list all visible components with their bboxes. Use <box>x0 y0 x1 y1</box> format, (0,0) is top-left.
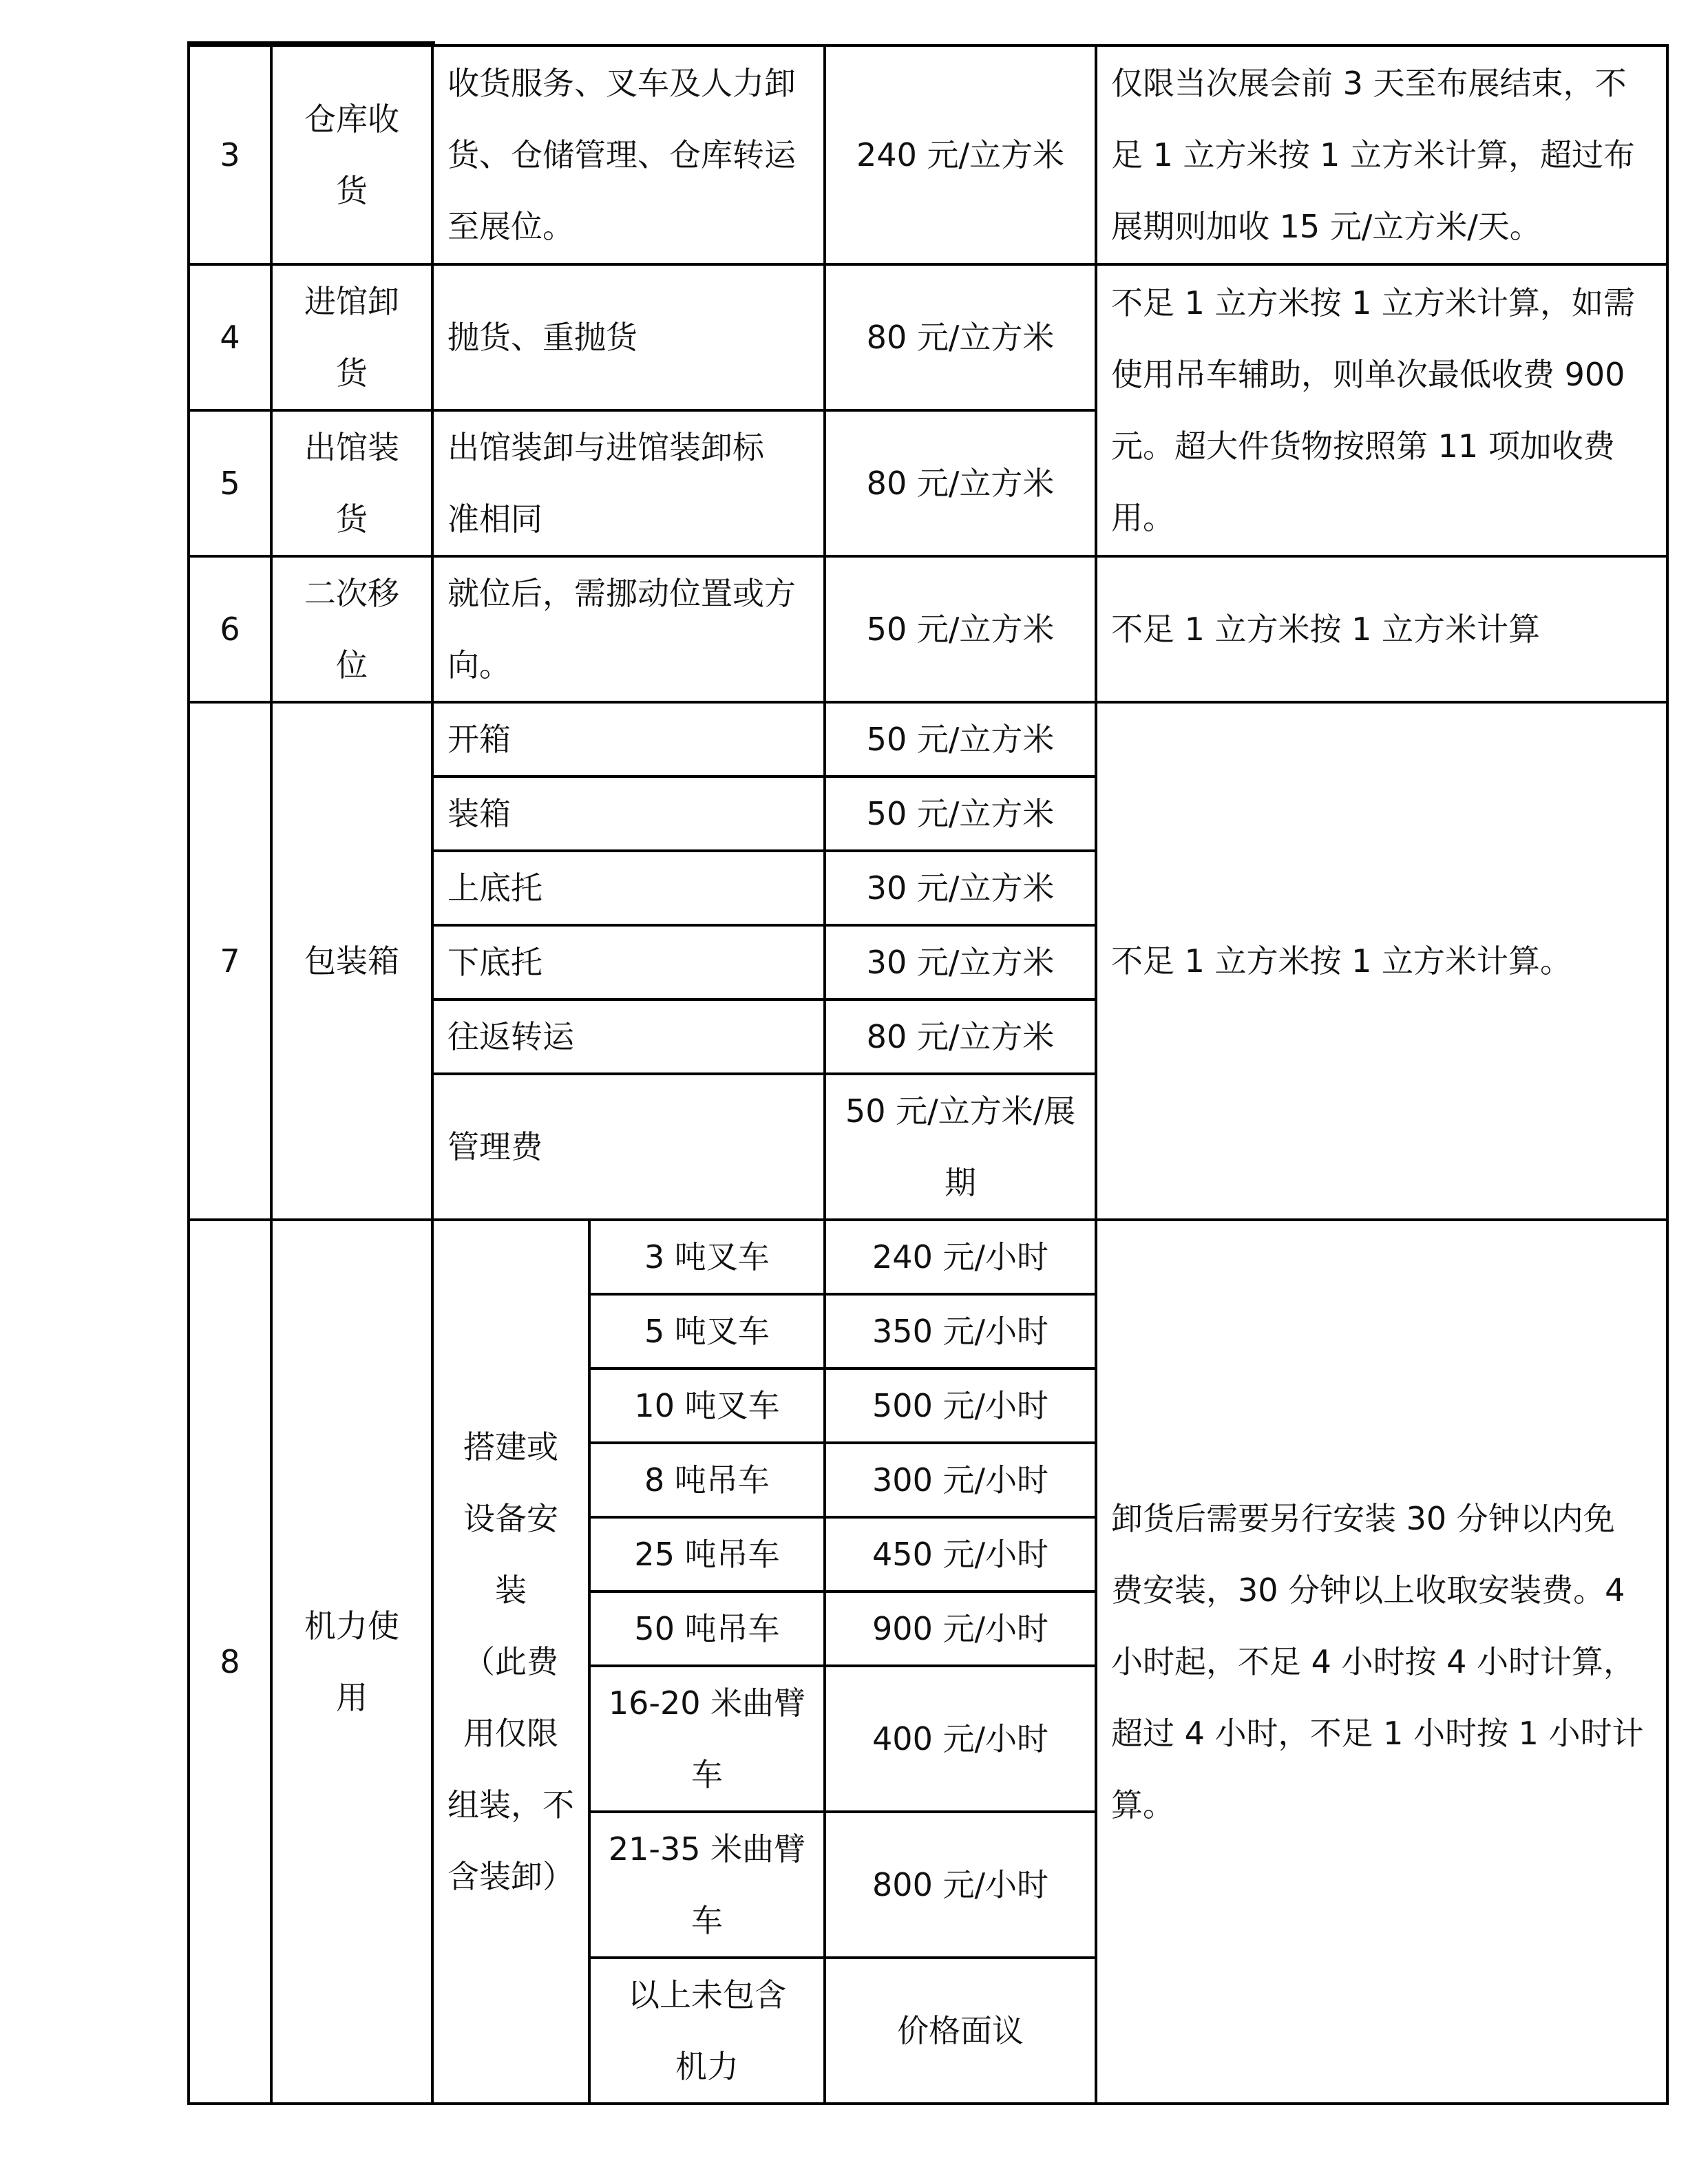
note: 不足 1 立方米按 1 立方米计算，如需 使用吊车辅助，则单次最低收费 900 元。超大件货物按照第 11 项加收费 用。 <box>1096 264 1667 556</box>
sub-item-content: 开箱 <box>432 702 825 776</box>
sub-item-price: 900 元/小时 <box>825 1592 1096 1666</box>
price: 50 元/立方米 <box>825 556 1096 702</box>
sub-item-price: 80 元/立方米 <box>825 1000 1096 1074</box>
row-number: 3 <box>189 45 271 264</box>
note: 卸货后需要另行安装 30 分钟以内免 费安装，30 分钟以上收取安装费。4 小时起，不足 4 小时按 4 小时计算， 超过 4 小时，不足 1 小时按 1 小时计 算。 <box>1096 1220 1667 2104</box>
sub-item-price: 30 元/立方米 <box>825 851 1096 925</box>
sub-item-price: 300 元/小时 <box>825 1443 1096 1517</box>
sub-item-content: 25 吨吊车 <box>589 1517 825 1592</box>
table-row <box>189 264 1667 410</box>
sub-item-content: 8 吨吊车 <box>589 1443 825 1517</box>
item-name: 二次移 位 <box>271 556 432 702</box>
item-name: 仓库收 货 <box>271 45 432 264</box>
table-row <box>189 702 1667 776</box>
price: 80 元/立方米 <box>825 264 1096 410</box>
table-row <box>189 1220 1667 1294</box>
sub-item-content: 往返转运 <box>432 1000 825 1074</box>
sub-item-content: 上底托 <box>432 851 825 925</box>
row-number: 6 <box>189 556 271 702</box>
table-row <box>189 556 1667 702</box>
sub-item-content: 10 吨叉车 <box>589 1368 825 1443</box>
note: 不足 1 立方米按 1 立方米计算 <box>1096 556 1667 702</box>
sub-item-content: 以上未包含 机力 <box>589 1958 825 2104</box>
service-content: 就位后，需挪动位置或方 向。 <box>432 556 825 702</box>
item-name: 进馆卸 货 <box>271 264 432 410</box>
table-row <box>189 45 1667 264</box>
row-number: 4 <box>189 264 271 410</box>
sub-item-content: 21-35 米曲臂 车 <box>589 1812 825 1958</box>
sub-item-content: 3 吨叉车 <box>589 1220 825 1294</box>
sub-item-content: 管理费 <box>432 1074 825 1220</box>
item-name: 出馆装 货 <box>271 410 432 556</box>
sub-item-price: 240 元/小时 <box>825 1220 1096 1294</box>
item-name: 机力使 用 <box>271 1220 432 2104</box>
sub-item-price: 400 元/小时 <box>825 1666 1096 1812</box>
category-label: 搭建或 设备安 装 （此费 用仅限 组装，不 含装卸） <box>432 1220 589 2104</box>
sub-item-price: 800 元/小时 <box>825 1812 1096 1958</box>
sub-item-content: 装箱 <box>432 776 825 851</box>
item-name: 包装箱 <box>271 702 432 1220</box>
price: 80 元/立方米 <box>825 410 1096 556</box>
service-content: 抛货、重抛货 <box>432 264 825 410</box>
service-content: 出馆装卸与进馆装卸标 准相同 <box>432 410 825 556</box>
sub-item-price: 450 元/小时 <box>825 1517 1096 1592</box>
sub-item-price: 500 元/小时 <box>825 1368 1096 1443</box>
sub-item-price: 30 元/立方米 <box>825 925 1096 1000</box>
sub-item-price: 50 元/立方米 <box>825 702 1096 776</box>
sub-item-content: 16-20 米曲臂 车 <box>589 1666 825 1812</box>
sub-item-content: 5 吨叉车 <box>589 1294 825 1368</box>
service-content: 收货服务、叉车及人力卸 货、仓储管理、仓库转运 至展位。 <box>432 45 825 264</box>
sub-item-content: 50 吨吊车 <box>589 1592 825 1666</box>
price: 240 元/立方米 <box>825 45 1096 264</box>
sub-item-content: 下底托 <box>432 925 825 1000</box>
sub-item-price: 350 元/小时 <box>825 1294 1096 1368</box>
row-number: 7 <box>189 702 271 1220</box>
note: 仅限当次展会前 3 天至布展结束，不 足 1 立方米按 1 立方米计算，超过布 展期则加收 15 元/立方米/天。 <box>1096 45 1667 264</box>
row-number: 5 <box>189 410 271 556</box>
sub-item-price: 50 元/立方米/展 期 <box>825 1074 1096 1220</box>
sub-item-price: 50 元/立方米 <box>825 776 1096 851</box>
sub-item-price: 价格面议 <box>825 1958 1096 2104</box>
row-number: 8 <box>189 1220 271 2104</box>
fee-table <box>187 44 1669 2105</box>
note: 不足 1 立方米按 1 立方米计算。 <box>1096 702 1667 1220</box>
